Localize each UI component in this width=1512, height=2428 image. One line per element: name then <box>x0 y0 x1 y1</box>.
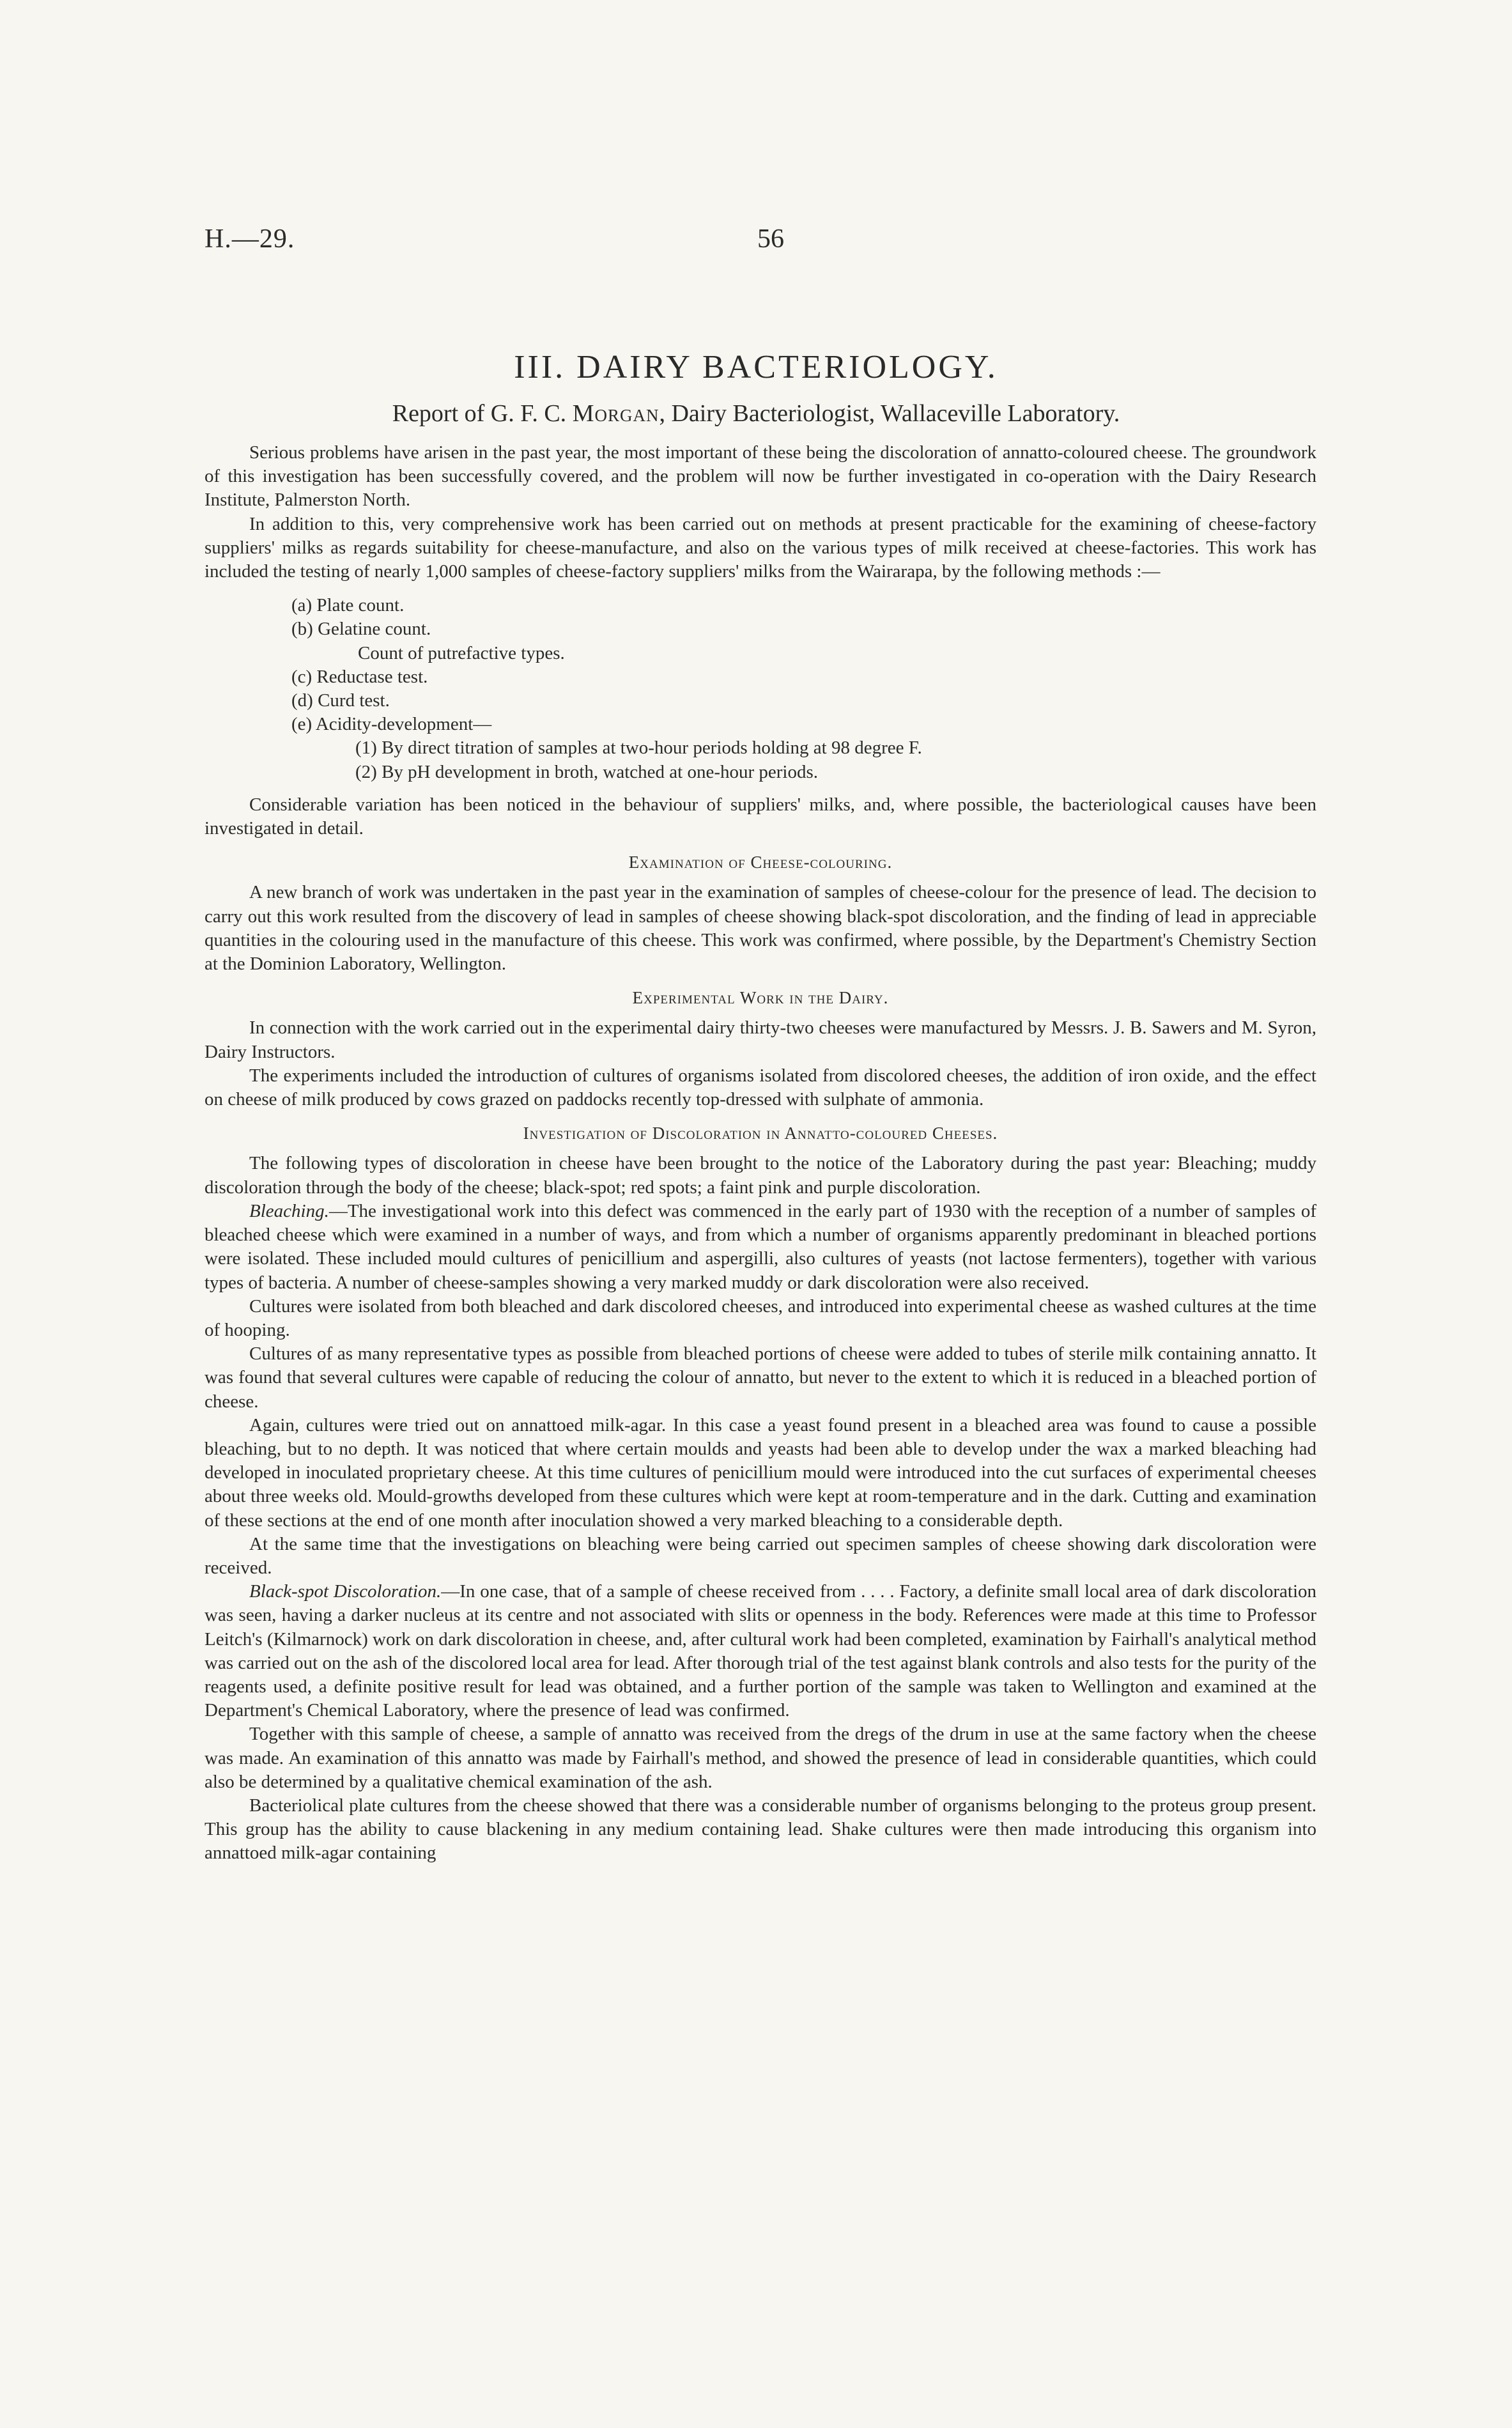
section-title: III. DAIRY BACTERIOLOGY. <box>514 349 998 385</box>
paragraph: Serious problems have arisen in the past year, the most important of these being the discoloration of annatto-coloured cheese. The groundwork of this investigation has been successfully covered, and the problem will now be further investigated in co-operation with the Dairy Research Institute, Palmerston North. <box>204 442 1316 511</box>
paragraph: At the same time that the investigations on bleaching were being carried out specimen samples of cheese showing dark discoloration were received. <box>204 1533 1316 1578</box>
list-item: (d) Curd test. <box>291 690 390 711</box>
paragraph: The experiments included the introduction of cultures of organisms isolated from discolored cheeses, the addition of iron oxide, and the effect on cheese of milk produced by cows grazed on paddocks recently top-dressed with sulphate of ammonia. <box>204 1065 1316 1110</box>
author-name: Morgan <box>572 400 660 427</box>
list-item: Count of putrefactive types. <box>358 642 565 663</box>
paragraph: Cultures of as many representative types as possible from bleached portions of cheese were added to tubes of sterile milk containing annatto. It was found that several cultures were capable of reducing the colour of annatto, but never to the extent to which it is reduced in a bleached portion of cheese. <box>204 1343 1316 1412</box>
list-subitem: (2) By pH development in broth, watched at one-hour periods. <box>355 761 819 782</box>
section-heading: Experimental Work in the Dairy. <box>632 988 889 1008</box>
paragraph: In connection with the work carried out in the experimental dairy thirty-two cheeses were manufactured by Messrs. J. B. Sawers and M. Syron, Dairy Instructors. <box>204 1017 1316 1062</box>
paragraph: Considerable variation has been noticed in the behaviour of suppliers' milks, and, where possible, the bacteriological causes have been investigated in detail. <box>204 794 1316 839</box>
paragraph <box>204 1200 1316 1295</box>
run-in-heading: Bleaching. <box>249 1200 329 1221</box>
paragraph <box>204 1580 1316 1722</box>
subtitle-prefix: Report of G. F. C. <box>392 400 567 427</box>
paragraph: In addition to this, very comprehensive work has been carried out on methods at present practicable for the examining of cheese-factory suppliers' milks as regards suitability for cheese-manufacture, and also on the various types of milk received at cheese-factories. This work has included the testing of nearly 1,000 samples of cheese-factory suppliers' milks from the Wairarapa, by the following methods :— <box>204 513 1316 582</box>
subtitle-suffix: , Dairy Bacteriologist, Wallaceville Laboratory. <box>659 400 1120 427</box>
paragraph: Again, cultures were tried out on annattoed milk-agar. In this case a yeast found present in a bleached area was found to cause a possible bleaching, but to no depth. It was noticed that where certain moulds and yeasts had been able to develop under the wax a marked bleaching had developed in inoculated proprietary cheese. At this time cultures of penicillium mould were introduced into the cut surfaces of experimental cheeses about three weeks old. Mould-growths developed from these cultures which were kept at room-temperature and in the dark. Cutting and examination of these sections at the end of one month after inoculation showed a very marked bleaching to a considerable depth. <box>204 1414 1316 1531</box>
section-heading: Investigation of Discoloration in Annatto-coloured Cheeses. <box>523 1124 998 1143</box>
paragraph: Bacteriolical plate cultures from the cheese showed that there was a considerable number of organisms belonging to the proteus group present. This group has the ability to cause blackening in any medium containing lead. Shake cultures were then made introducing this organism into annattoed milk-agar containing <box>204 1795 1316 1864</box>
paragraph: A new branch of work was undertaken in the past year in the examination of samples of cheese-colour for the presence of lead. The decision to carry out this work resulted from the discovery of lead in samples of cheese showing black-spot discoloration, and the finding of lead in appreciable quantities in the colouring used in the manufacture of this cheese. This work was confirmed, where possible, by the Department's Chemistry Section at the Dominion Laboratory, Wellington. <box>204 882 1316 975</box>
paragraph-text: —The investigational work into this defect was commenced in the early part of 1930 with the reception of a number of samples of bleached cheese which were examined in a number of ways, and from which a number of organisms apparently predominant in bleached portions were isolated. These included mould cultures of penicillium and aspergilli, also cultures of yeasts (not lactose fermenters), together with various types of bacteria. A number of cheese-samples showing a very marked muddy or dark discoloration were also received. <box>204 1200 1316 1293</box>
list-item: (c) Reductase test. <box>291 666 428 687</box>
list-item: (b) Gelatine count. <box>291 619 431 640</box>
paragraph-text: —In one case, that of a sample of cheese received from . . . . Factory, a definite small local area of dark discoloration was seen, having a darker nucleus at its centre and not associated with slits or openness in the body. References were made at this time to Professor Leitch's (Kilmarnock) work on dark discoloration in cheese, and, after cultural work had been completed, examination by Fairhall's analytical method was carried out on the ash of the discolored local area for lead. After thorough trial of the test against blank controls and also tests for the purity of the reagents used, a definite positive result for lead was obtained, and a further portion of the sample was taken to Wellington and examined at the Department's Chemical Laboratory, where the presence of lead was confirmed. <box>204 1581 1316 1721</box>
list-item: (e) Acidity-development— <box>291 714 492 735</box>
paragraph: Cultures were isolated from both bleached and dark discolored cheeses, and introduced into experimental cheese as washed cultures at the time of hooping. <box>204 1295 1316 1340</box>
paragraph: Together with this sample of cheese, a sample of annatto was received from the dregs of the drum in use at the same factory when the cheese was made. An examination of this annatto was made by Fairhall's method, and showed the presence of lead in considerable quantities, which could also be determined by a qualitative chemical examination of the ash. <box>204 1724 1316 1792</box>
paragraph: The following types of discoloration in cheese have been brought to the notice of the Laboratory during the past year: Bleaching; muddy discoloration through the body of the cheese; black-spot; red spots; a faint pink and purple discoloration. <box>204 1153 1316 1198</box>
methods-list <box>204 594 1316 784</box>
list-item: (a) Plate count. <box>291 595 405 616</box>
page-number: 56 <box>757 224 784 254</box>
report-subtitle <box>0 399 1512 428</box>
report-body <box>204 441 1316 1866</box>
section-heading: Examination of Cheese-colouring. <box>628 853 893 872</box>
list-subitem: (1) By direct titration of samples at two-hour periods holding at 98 degree F. <box>355 738 922 759</box>
run-in-heading: Black-spot Discoloration. <box>249 1581 442 1602</box>
document-reference: H.—29. <box>204 224 295 254</box>
